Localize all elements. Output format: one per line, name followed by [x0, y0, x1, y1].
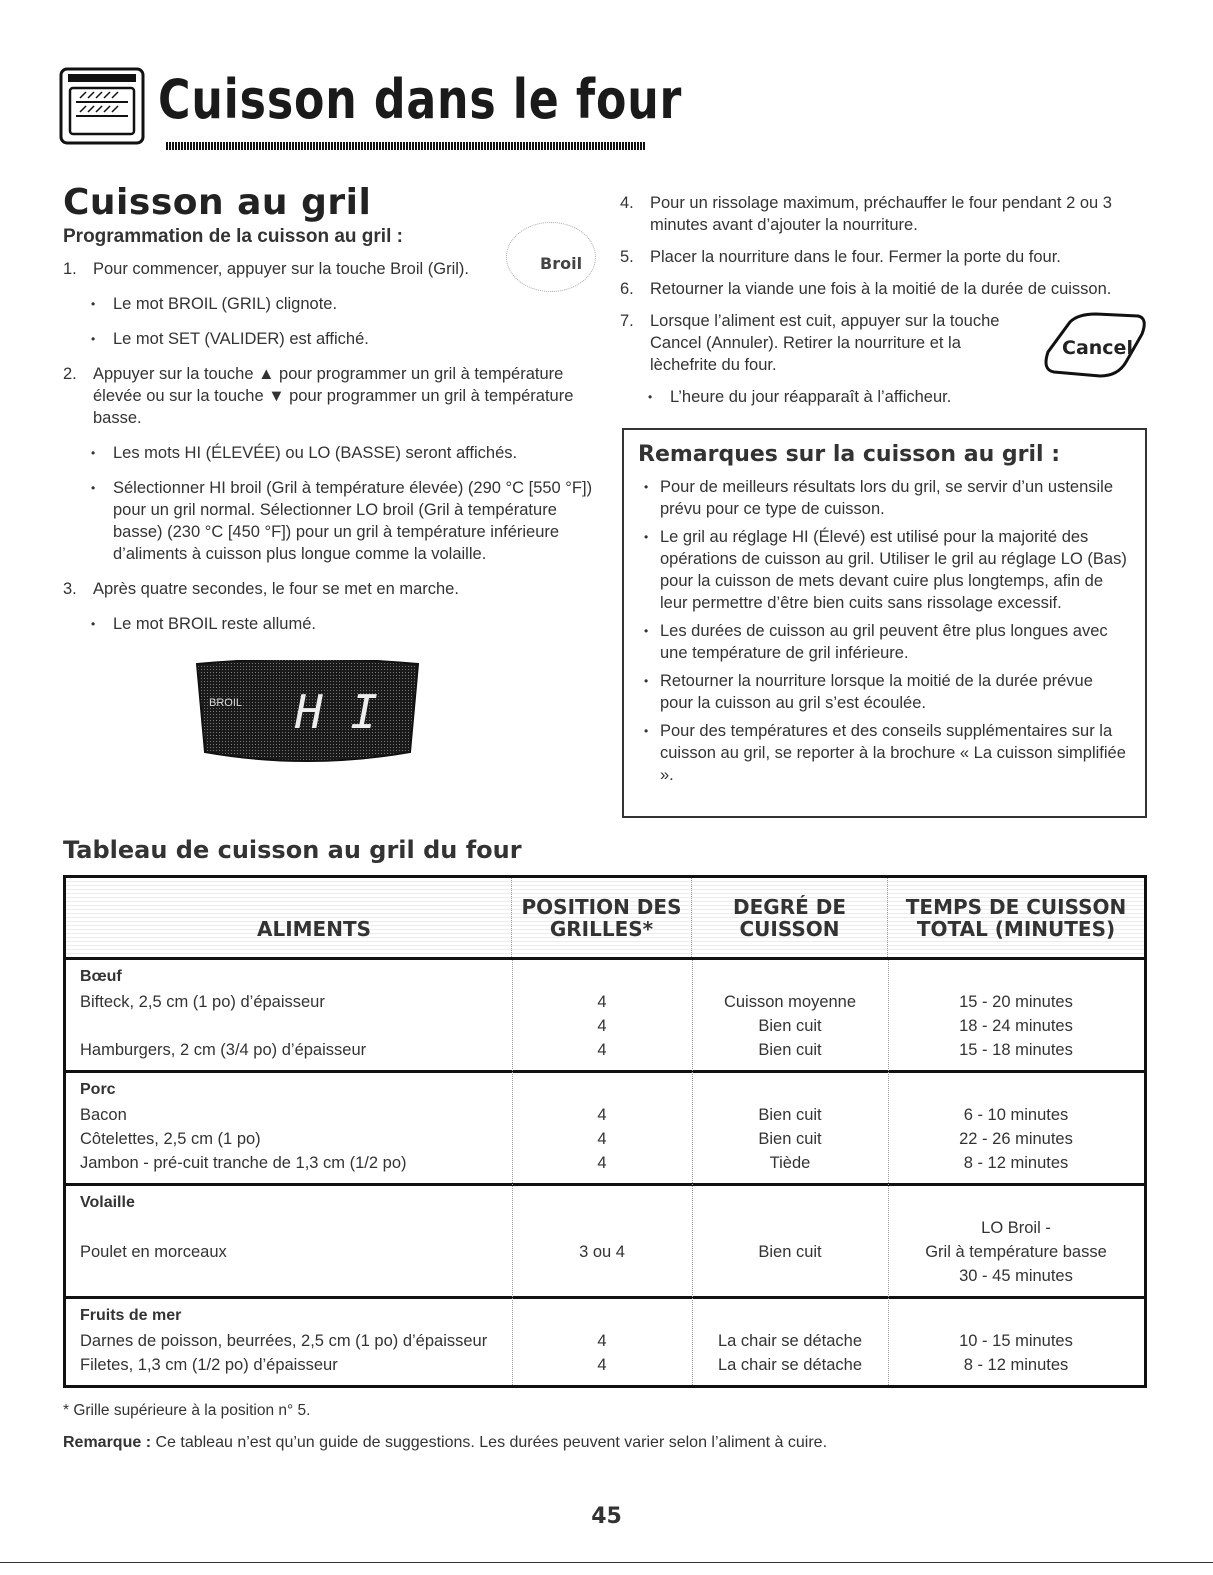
step-number: 6.: [620, 280, 634, 298]
table-row: [66, 990, 1144, 1014]
cell-temps: 18 - 24 minutes: [959, 1016, 1073, 1035]
cell-temps: LO Broil -: [981, 1218, 1051, 1237]
step-bullet: • Sélectionner HI broil (Gril à température élevée) (290 °C [550 °F]) pour un gril normal. Sélectionner LO broil (Gril à température basse) (230 °C [450 °F]) pour un gril à température inférieure d’aliments à cuisson plus longue comme la volaille.: [63, 477, 603, 565]
section-title: Cuisson au gril: [63, 182, 372, 223]
cell-aliment: Bacon: [80, 1105, 127, 1124]
cell-aliment: Côtelettes, 2,5 cm (1 po): [80, 1129, 261, 1148]
remarks-box: [622, 428, 1147, 818]
cell-temps: 15 - 20 minutes: [959, 992, 1073, 1011]
step-1: [63, 258, 603, 280]
cell-position: 4: [597, 1040, 607, 1059]
group-name: Fruits de mer: [80, 1307, 182, 1324]
table-row: [66, 1151, 1144, 1175]
table-group: [66, 1186, 1144, 1299]
column-divider: [512, 960, 513, 1385]
column-divider: [888, 960, 889, 1385]
cell-aliment: Jambon - pré-cuit tranche de 1,3 cm (1/2 po): [80, 1153, 407, 1172]
col-header-degre: DEGRÉ DE CUISSON: [692, 878, 888, 957]
cell-aliment: Poulet en morceaux: [80, 1242, 227, 1261]
step-3: [63, 578, 603, 600]
table-header: [66, 878, 1144, 960]
cell-aliment: Bifteck, 2,5 cm (1 po) d’épaisseur: [80, 992, 325, 1011]
table-row: [66, 1264, 1144, 1288]
step-4: [620, 192, 1160, 236]
table-row: [66, 1240, 1144, 1264]
cell-temps: 8 - 12 minutes: [963, 1153, 1069, 1172]
subsection-title: Programmation de la cuisson au gril :: [63, 226, 403, 247]
broil-key-label: Broil: [540, 254, 583, 273]
cell-degre: Cuisson moyenne: [723, 992, 857, 1011]
step-2: [63, 363, 603, 429]
page-title: Cuisson dans le four: [158, 68, 683, 131]
table-row: [66, 1038, 1144, 1062]
page-header: [58, 60, 683, 160]
cell-position: 4: [597, 1331, 607, 1350]
remark-item: • Retourner la nourriture lorsque la moitié de la durée prévue pour la cuisson au gril s’est écoulée.: [638, 670, 1127, 714]
table-row: [66, 1103, 1144, 1127]
step-number: 2.: [63, 365, 77, 383]
broil-table: [63, 875, 1147, 1388]
bottom-rule: [0, 1562, 1213, 1563]
step-number: 3.: [63, 580, 77, 598]
remark-item: • Pour des températures et des conseils supplémentaires sur la cuisson au gril, se reporter à la brochure « La cuisson simplifiée ».: [638, 720, 1127, 786]
table-body: [66, 960, 1144, 1385]
remark-item: • Les durées de cuisson au gril peuvent être plus longues avec une température de gril inférieure.: [638, 620, 1127, 664]
display-value: H I: [295, 685, 379, 739]
cell-degre: La chair se détache: [717, 1355, 862, 1374]
cell-position: 4: [597, 1355, 607, 1374]
cell-temps: 6 - 10 minutes: [963, 1105, 1069, 1124]
cell-position: 4: [597, 1016, 607, 1035]
cell-position: 4: [597, 992, 607, 1011]
step-text: Pour commencer, appuyer sur la touche Broil (Gril).: [93, 260, 469, 278]
cell-degre: La chair se détache: [717, 1331, 862, 1350]
cell-temps: Gril à température basse: [925, 1242, 1107, 1261]
cell-temps: 22 - 26 minutes: [959, 1129, 1073, 1148]
oven-icon: [58, 66, 146, 146]
left-steps: [63, 258, 603, 648]
step-number: 4.: [620, 194, 634, 212]
col-header-temps: TEMPS DE CUISSON TOTAL (MINUTES): [905, 894, 1127, 941]
step-bullet: • Le mot BROIL reste allumé.: [63, 613, 603, 635]
cell-degre: Bien cuit: [758, 1242, 822, 1261]
step-text: Pour un rissolage maximum, préchauffer le four pendant 2 ou 3 minutes avant d’ajouter la nourriture.: [650, 194, 1112, 234]
remark-item: • Pour de meilleurs résultats lors du gril, se servir d’un ustensile prévu pour ce type de cuisson.: [638, 476, 1127, 520]
cell-degre: Bien cuit: [758, 1040, 822, 1059]
remarks-list: [638, 476, 1127, 786]
group-name: Bœuf: [80, 968, 122, 985]
header-rule: [166, 142, 646, 150]
page-number: 45: [591, 1504, 622, 1529]
table-row: [66, 1329, 1144, 1353]
cell-degre: Tiède: [769, 1153, 811, 1172]
table-group: [66, 1299, 1144, 1385]
cell-aliment: Darnes de poisson, beurrées, 2,5 cm (1 po) d’épaisseur: [80, 1331, 488, 1350]
step-text: Appuyer sur la touche ▲ pour programmer un gril à température élevée ou sur la touche ▼ pour programmer un gril à température basse.: [93, 365, 574, 427]
cell-temps: 8 - 12 minutes: [963, 1355, 1069, 1374]
col-header-aliments: ALIMENTS: [66, 878, 512, 957]
step-bullet: • L’heure du jour réapparaît à l’afficheur.: [620, 386, 1160, 408]
cell-degre: Bien cuit: [758, 1016, 822, 1035]
table-title: Tableau de cuisson au gril du four: [63, 836, 522, 864]
footnote: * Grille supérieure à la position n° 5.: [63, 1402, 311, 1419]
group-name: Volaille: [80, 1194, 135, 1211]
table-group: [66, 960, 1144, 1073]
step-6: [620, 278, 1160, 300]
remark-text: Ce tableau n’est qu’un guide de suggestions. Les durées peuvent varier selon l’aliment à cuire.: [151, 1434, 828, 1451]
display-label: BROIL: [209, 697, 243, 709]
step-number: 5.: [620, 248, 634, 266]
cell-position: 4: [597, 1129, 607, 1148]
step-number: 1.: [63, 260, 77, 278]
table-row: [66, 1353, 1144, 1377]
cell-aliment: Filetes, 1,3 cm (1/2 po) d’épaisseur: [80, 1355, 338, 1374]
oven-display: [195, 660, 420, 765]
cell-position: 4: [597, 1153, 607, 1172]
cell-temps: 15 - 18 minutes: [959, 1040, 1073, 1059]
group-name: Porc: [80, 1081, 116, 1098]
table-row: [66, 1216, 1144, 1240]
step-bullet: • Le mot BROIL (GRIL) clignote.: [63, 293, 603, 315]
cancel-key-label: Cancel: [1062, 337, 1133, 359]
cell-degre: Bien cuit: [758, 1129, 822, 1148]
remark-item: • Le gril au réglage HI (Élevé) est utilisé pour la majorité des opérations de cuisson au gril. Utiliser le gril au réglage LO (Bas) pour la cuisson de mets devant cuire plus longtemps, afin de leur permettre d’être bien cuits sans rissolage excessif.: [638, 526, 1127, 614]
remarks-title: Remarques sur la cuisson au gril :: [638, 442, 1061, 467]
cell-position: 3 ou 4: [579, 1242, 625, 1261]
column-divider: [692, 960, 693, 1385]
cell-temps: 30 - 45 minutes: [959, 1266, 1073, 1285]
step-text: Placer la nourriture dans le four. Fermer la porte du four.: [650, 248, 1061, 266]
step-bullet: • Les mots HI (ÉLEVÉE) ou LO (BASSE) seront affichés.: [63, 442, 603, 464]
col-header-position: POSITION DES GRILLES*: [512, 878, 692, 957]
step-number: 7.: [620, 312, 634, 330]
table-group: [66, 1073, 1144, 1186]
cell-aliment: Hamburgers, 2 cm (3/4 po) d’épaisseur: [80, 1040, 367, 1059]
remark-line: [63, 1434, 827, 1452]
step-bullet: • Le mot SET (VALIDER) est affiché.: [63, 328, 603, 350]
remark-label: Remarque :: [63, 1434, 152, 1451]
cell-temps: 10 - 15 minutes: [959, 1331, 1073, 1350]
table-row: [66, 1127, 1144, 1151]
cell-degre: Bien cuit: [758, 1105, 822, 1124]
cancel-key-icon: [1040, 312, 1150, 380]
table-row: [66, 1014, 1144, 1038]
step-text: Retourner la viande une fois à la moitié de la durée de cuisson.: [650, 280, 1112, 298]
cell-position: 4: [597, 1105, 607, 1124]
right-steps: [620, 192, 1160, 421]
step-5: [620, 246, 1160, 268]
step-text: Lorsque l’aliment est cuit, appuyer sur la touche Cancel (Annuler). Retirer la nourriture et la lèchefrite du four.: [650, 312, 1000, 374]
step-text: Après quatre secondes, le four se met en marche.: [93, 580, 459, 598]
